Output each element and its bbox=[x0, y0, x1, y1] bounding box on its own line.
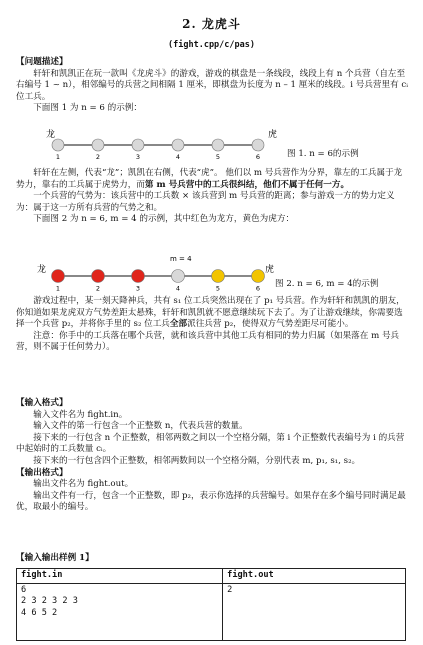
camp-node-label: 3 bbox=[135, 284, 141, 293]
fig1-caption: 图 1. n = 6的示例 bbox=[287, 149, 359, 159]
fig1-intro: 下面图 1 为 n = 6 的示例： bbox=[33, 103, 142, 114]
camp-node bbox=[252, 139, 264, 151]
input-line-1: 输入文件名为 fight.in。 bbox=[33, 409, 128, 420]
fig1-left-label: 龙 bbox=[46, 130, 56, 140]
desc-paragraph-5: 注意：你手中的工兵落在哪个兵营，就和该兵营中其他工兵有相同的势力归属（如果落在 m 号兵营，则不属于任何势力）。 bbox=[16, 330, 400, 353]
camp-node bbox=[252, 270, 265, 283]
sample-table bbox=[16, 568, 406, 641]
fig2-right-label: 虎 bbox=[265, 265, 275, 275]
camp-node bbox=[132, 270, 145, 283]
output-line-1: 输出文件名为 fight.out。 bbox=[33, 479, 134, 490]
output-line-2: 输出文件有一行，包含一个正整数，即 p₂，表示你选择的兵营编号。如果存在多个编号同时满足最优，取最小的编号。 bbox=[16, 490, 406, 513]
fig2-caption: 图 2. n = 6, m = 4的示例 bbox=[275, 279, 379, 289]
fig2-left-label: 龙 bbox=[37, 265, 47, 275]
desc-header: 【问题描述】 bbox=[16, 57, 68, 67]
input-header: 【输入格式】 bbox=[16, 398, 68, 408]
camp-node-label: 2 bbox=[95, 153, 101, 161]
camp-node-label: 1 bbox=[55, 153, 61, 161]
camp-node-label: 6 bbox=[255, 153, 261, 161]
camp-node bbox=[92, 270, 105, 283]
camp-node bbox=[212, 270, 225, 283]
camp-node bbox=[212, 139, 224, 151]
camp-node bbox=[52, 270, 65, 283]
fig2-intro: 下面图 2 为 n = 6, m = 4 的示例，其中红色为龙方，黄色为虎方： bbox=[33, 214, 295, 225]
camp-node-label: 5 bbox=[215, 153, 221, 161]
camp-node-label: 4 bbox=[175, 153, 181, 161]
description-section bbox=[16, 57, 408, 115]
sample-input-content: 6 2 3 2 3 2 3 4 6 5 2 bbox=[17, 583, 223, 640]
camp-node bbox=[172, 139, 184, 151]
fig1-right-label: 虎 bbox=[268, 130, 278, 140]
desc-paragraph-2: 轩轩在左侧，代表“龙”；凯凯在右侧，代表“虎”。 他们以 m 号兵营作为分界，靠左的工兵属于龙势力，靠右的工兵属于虎势力，而第 m 号兵营中的工兵很纠结，他们不属于任何一方。 bbox=[16, 168, 403, 190]
desc-paragraph-3: 一个兵营的气势为：该兵营中的工兵数 × 该兵营到 m 号兵营的距离；参与游戏一方的势力定义为：属于这一方所有兵营的气势之和。 bbox=[16, 191, 395, 213]
camp-node-label: 2 bbox=[95, 284, 101, 293]
camp-node-label: 1 bbox=[55, 284, 61, 293]
problem-title: 2. 龙虎斗 bbox=[182, 17, 241, 31]
description-end bbox=[16, 296, 408, 354]
camp-node bbox=[52, 139, 64, 151]
camp-node-label: 6 bbox=[255, 284, 261, 293]
camp-node-label: 3 bbox=[135, 153, 141, 161]
desc-paragraph-1: 轩轩和凯凯正在玩一款叫《龙虎斗》的游戏，游戏的棋盘是一条线段，线段上有 n 个兵营（自左至右编号 1 ~ n），相邻编号的兵营之间相隔 1 厘米，即棋盘为长度为 n – 1 厘米的线段。i 号兵营里有 cᵢ 位工兵。 bbox=[16, 68, 408, 102]
input-line-4: 接下来的一行包含四个正整数，相邻两数间以一个空格分隔，分别代表 m, p₁, s₁, s₂。 bbox=[33, 455, 361, 466]
input-line-3: 接下来的一行包含 n 个正整数，相邻两数之间以一个空格分隔，第 i 个正整数代表编号为 i 的兵营中起始时的工兵数量 cᵢ。 bbox=[16, 432, 405, 455]
desc-paragraph-4: 游戏过程中，某一刻天降神兵，共有 s₁ 位工兵突然出现在了 p₁ 号兵营。作为轩轩和凯凯的朋友，你知道如果龙虎双方气势差距太悬殊，轩轩和凯凯就不愿意继续玩下去了。为了让游戏继续，你需要选择一个兵营 p₂，并将你手里的 s₂ 位工兵全部派往兵营 p₂，使得双方气势差距尽可能小。 bbox=[16, 296, 405, 330]
input-line-2: 输入文件的第一行包含一个正整数 n，代表兵营的数量。 bbox=[33, 421, 248, 432]
camp-node bbox=[92, 139, 104, 151]
camp-node-label: 4 bbox=[175, 284, 181, 293]
camp-node bbox=[172, 270, 185, 283]
description-cont bbox=[16, 168, 408, 226]
output-header: 【输出格式】 bbox=[16, 467, 68, 478]
input-section bbox=[16, 398, 408, 514]
sample-input-title: fight.in bbox=[17, 569, 223, 584]
figure-1 bbox=[40, 128, 410, 168]
camp-node-label: 5 bbox=[215, 284, 221, 293]
problem-subtitle: (fight.cpp/c/pas) bbox=[168, 40, 255, 50]
sample-header: 【输入输出样例 1】 bbox=[16, 553, 94, 563]
sample-output-title: fight.out bbox=[223, 569, 406, 584]
fig2-mark-label: m = 4 bbox=[170, 255, 192, 263]
camp-node bbox=[132, 139, 144, 151]
sample-output-content: 2 bbox=[223, 583, 406, 640]
